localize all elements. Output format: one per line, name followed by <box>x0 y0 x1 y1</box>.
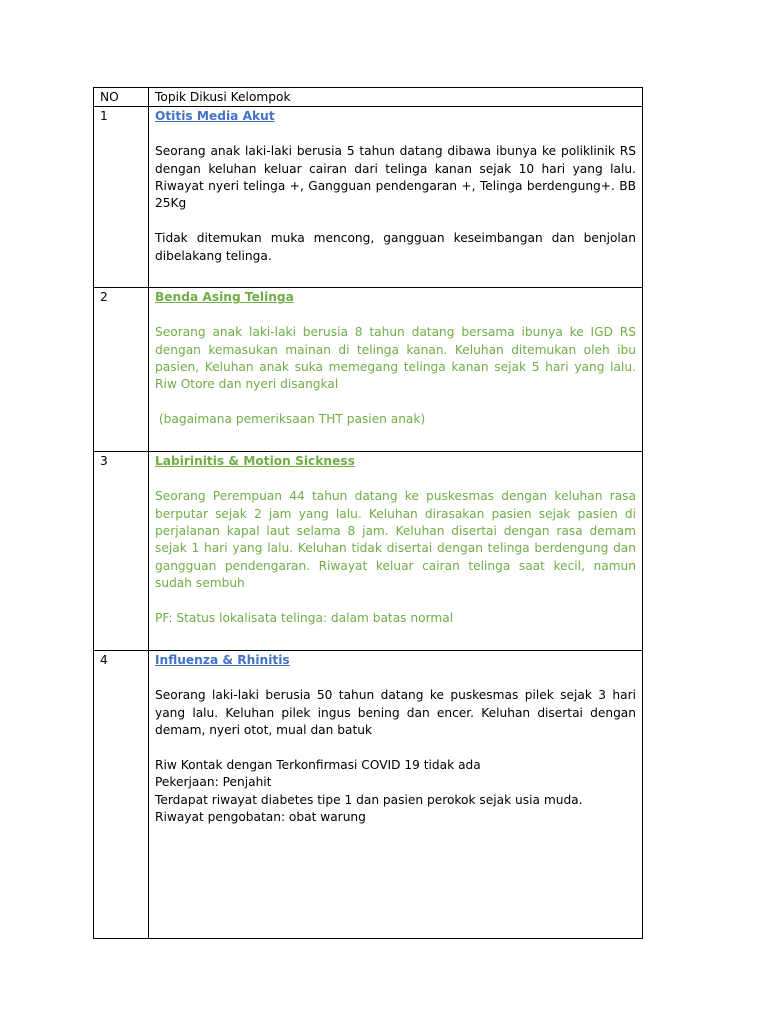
case-paragraph: Seorang anak laki-laki berusia 8 tahun datang bersama ibunya ke IGD RS dengan kemasukan mainan di telinga kanan. Keluhan ditemukan oleh ibu pasien, Keluhan anak suka memegang telinga kanan sejak 5 hari yang lalu. Riw Otore dan nyeri disangkal <box>155 325 636 392</box>
header-no: NO <box>94 88 149 107</box>
case-paragraph: Seorang laki-laki berusia 50 tahun datang ke puskesmas pilek sejak 3 hari yang lalu. Keluhan pilek ingus bening dan encer. Keluhan disertai dengan demam, nyeri otot, mual dan batuk <box>155 688 636 738</box>
case-line: Riw Kontak dengan Terkonfirmasi COVID 19 tidak ada <box>155 757 481 772</box>
row-content <box>149 288 643 452</box>
topic-title: Influenza & Rhinitis <box>155 653 290 668</box>
row-number: 3 <box>94 452 149 651</box>
row-content <box>149 107 643 288</box>
header-topic: Topik Dikusi Kelompok <box>149 88 643 107</box>
topic-title: Labirinitis & Motion Sickness <box>155 454 355 469</box>
case-line: Pekerjaan: Penjahit <box>155 775 272 790</box>
case-paragraph: Seorang Perempuan 44 tahun datang ke puskesmas dengan keluhan rasa berputar sejak 2 jam yang lalu. Keluhan dirasakan pasien sejak pasien di perjalanan kapal laut selama 8 jam. Keluhan disertai dengan rasa demam sejak 1 hari yang lalu. Keluhan tidak disertai dengan telinga berdengung dan gangguan pendengaran. Riwayat keluar cairan telinga saat kecil, namun sudah sembuh <box>155 489 636 591</box>
case-paragraph: (bagaimana pemeriksaan THT pasien anak) <box>155 412 426 427</box>
table-row <box>94 452 643 651</box>
row-content <box>149 651 643 939</box>
topic-title: Otitis Media Akut <box>155 109 275 124</box>
row-number: 2 <box>94 288 149 452</box>
case-paragraph: Seorang anak laki-laki berusia 5 tahun datang dibawa ibunya ke poliklinik RS dengan keluhan keluar cairan dari telinga kanan sejak 10 hari yang lalu. Riwayat nyeri telinga +, Gangguan pendengaran +, Telinga berdengung+. BB 25Kg <box>155 144 636 211</box>
table-header-row <box>94 88 643 107</box>
table-row <box>94 288 643 452</box>
row-content <box>149 452 643 651</box>
table-row <box>94 107 643 288</box>
case-paragraph: PF: Status lokalisata telinga: dalam batas normal <box>155 611 454 626</box>
case-paragraph: Tidak ditemukan muka mencong, gangguan keseimbangan dan benjolan dibelakang telinga. <box>155 231 636 263</box>
topic-table <box>93 87 643 939</box>
case-line: Terdapat riwayat diabetes tipe 1 dan pasien perokok sejak usia muda. <box>155 792 583 807</box>
table-row <box>94 651 643 939</box>
topic-title: Benda Asing Telinga <box>155 290 294 305</box>
row-number: 4 <box>94 651 149 939</box>
case-line: Riwayat pengobatan: obat warung <box>155 810 366 825</box>
row-number: 1 <box>94 107 149 288</box>
